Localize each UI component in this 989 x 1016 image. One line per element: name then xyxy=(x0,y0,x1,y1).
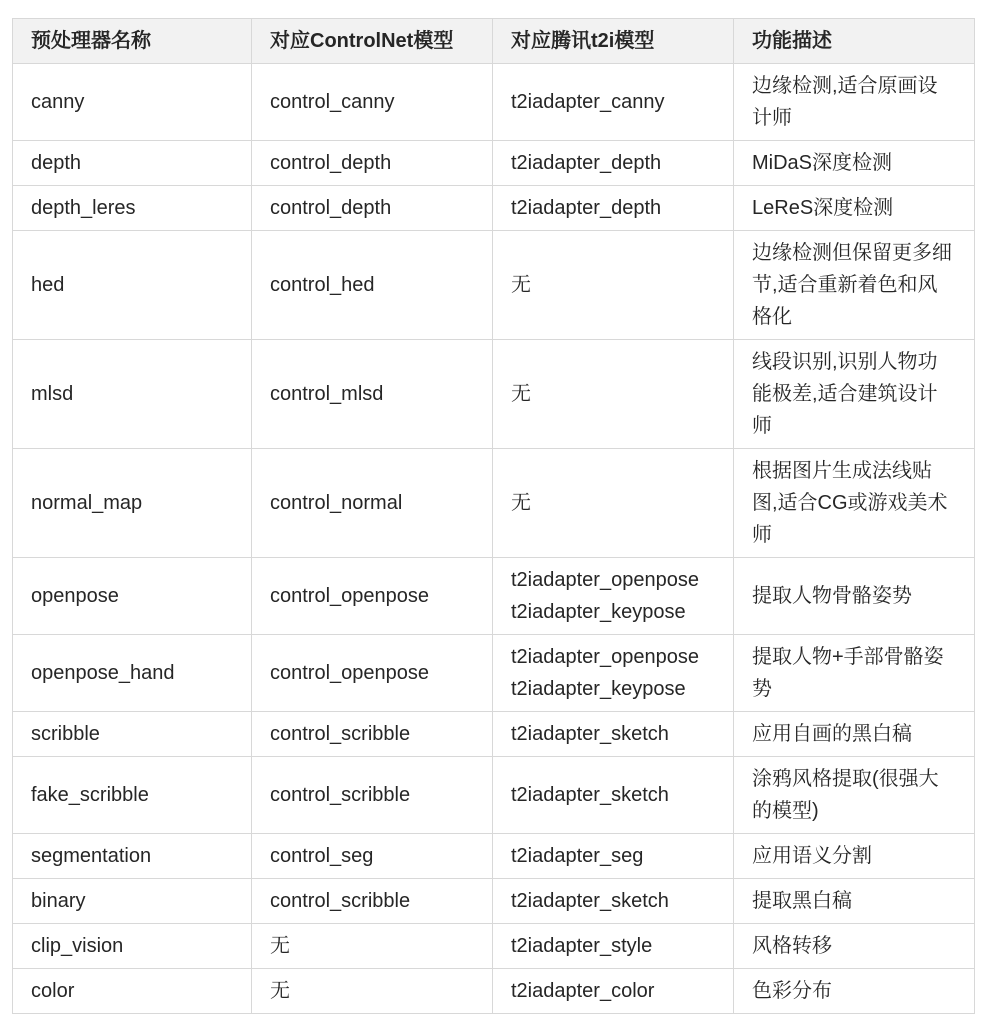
cell-line: t2iadapter_style xyxy=(511,935,653,957)
cell-description: 提取人物骨骼姿势 xyxy=(734,558,975,635)
cell-t2i xyxy=(493,924,734,969)
cell-controlnet: control_mlsd xyxy=(252,340,493,449)
cell-preprocessor: hed xyxy=(13,231,252,340)
cell-t2i xyxy=(493,969,734,1014)
cell-description: 色彩分布 xyxy=(734,969,975,1014)
cell-preprocessor: depth xyxy=(13,141,252,186)
column-header-preprocessor: 预处理器名称 xyxy=(13,19,252,64)
table-row xyxy=(13,757,975,834)
cell-description: 提取人物+手部骨骼姿势 xyxy=(734,635,975,712)
table-row xyxy=(13,231,975,340)
cell-preprocessor: openpose_hand xyxy=(13,635,252,712)
cell-line: t2iadapter_keypose xyxy=(511,601,686,623)
cell-preprocessor: depth_leres xyxy=(13,186,252,231)
cell-description: 边缘检测但保留更多细节,适合重新着色和风格化 xyxy=(734,231,975,340)
table-row xyxy=(13,449,975,558)
cell-controlnet: 无 xyxy=(252,969,493,1014)
cell-preprocessor: segmentation xyxy=(13,834,252,879)
header-row xyxy=(13,19,975,64)
cell-line: t2iadapter_sketch xyxy=(511,890,669,912)
cell-t2i xyxy=(493,64,734,141)
table-row xyxy=(13,924,975,969)
cell-preprocessor: binary xyxy=(13,879,252,924)
table-row xyxy=(13,340,975,449)
cell-preprocessor: openpose xyxy=(13,558,252,635)
cell-t2i xyxy=(493,879,734,924)
cell-t2i xyxy=(493,141,734,186)
cell-t2i xyxy=(493,231,734,340)
cell-controlnet: control_seg xyxy=(252,834,493,879)
cell-line: t2iadapter_canny xyxy=(511,91,665,113)
cell-description: 应用语义分割 xyxy=(734,834,975,879)
cell-controlnet: control_depth xyxy=(252,186,493,231)
cell-preprocessor: mlsd xyxy=(13,340,252,449)
cell-controlnet: control_scribble xyxy=(252,757,493,834)
cell-controlnet: control_canny xyxy=(252,64,493,141)
table-row xyxy=(13,834,975,879)
cell-description: 边缘检测,适合原画设计师 xyxy=(734,64,975,141)
cell-controlnet: control_scribble xyxy=(252,712,493,757)
table-row xyxy=(13,879,975,924)
cell-preprocessor: scribble xyxy=(13,712,252,757)
cell-description: LeReS深度检测 xyxy=(734,186,975,231)
cell-line: t2iadapter_seg xyxy=(511,845,644,867)
cell-t2i xyxy=(493,340,734,449)
table-row xyxy=(13,186,975,231)
cell-line: t2iadapter_sketch xyxy=(511,784,669,806)
table-row xyxy=(13,64,975,141)
cell-preprocessor: fake_scribble xyxy=(13,757,252,834)
cell-t2i xyxy=(493,449,734,558)
controlnet-preprocessor-table xyxy=(12,18,975,1014)
cell-line: 无 xyxy=(511,274,531,296)
cell-controlnet: control_depth xyxy=(252,141,493,186)
cell-description: 风格转移 xyxy=(734,924,975,969)
table-row xyxy=(13,558,975,635)
table-row xyxy=(13,635,975,712)
cell-line: t2iadapter_color xyxy=(511,980,655,1002)
cell-line: 无 xyxy=(511,383,531,405)
table-body xyxy=(13,64,975,1014)
cell-line: t2iadapter_depth xyxy=(511,197,662,219)
cell-description: 根据图片生成法线贴图,适合CG或游戏美术师 xyxy=(734,449,975,558)
cell-t2i xyxy=(493,558,734,635)
cell-preprocessor: normal_map xyxy=(13,449,252,558)
table-row xyxy=(13,141,975,186)
cell-controlnet: control_openpose xyxy=(252,635,493,712)
cell-description: 线段识别,识别人物功能极差,适合建筑设计师 xyxy=(734,340,975,449)
cell-line: t2iadapter_openpose xyxy=(511,569,699,591)
cell-controlnet: control_openpose xyxy=(252,558,493,635)
cell-description: 提取黑白稿 xyxy=(734,879,975,924)
cell-line: t2iadapter_depth xyxy=(511,152,662,174)
cell-line: t2iadapter_openpose xyxy=(511,646,699,668)
cell-line: t2iadapter_keypose xyxy=(511,678,686,700)
cell-t2i xyxy=(493,712,734,757)
cell-description: 涂鸦风格提取(很强大的模型) xyxy=(734,757,975,834)
table-header xyxy=(13,19,975,64)
cell-preprocessor: color xyxy=(13,969,252,1014)
cell-preprocessor: canny xyxy=(13,64,252,141)
cell-controlnet: 无 xyxy=(252,924,493,969)
cell-controlnet: control_scribble xyxy=(252,879,493,924)
cell-line: 无 xyxy=(511,492,531,514)
column-header-controlnet-model: 对应ControlNet模型 xyxy=(252,19,493,64)
cell-description: MiDaS深度检测 xyxy=(734,141,975,186)
cell-t2i xyxy=(493,186,734,231)
cell-preprocessor: clip_vision xyxy=(13,924,252,969)
cell-t2i xyxy=(493,834,734,879)
cell-t2i xyxy=(493,635,734,712)
table-row xyxy=(13,712,975,757)
column-header-description: 功能描述 xyxy=(734,19,975,64)
cell-controlnet: control_hed xyxy=(252,231,493,340)
cell-t2i xyxy=(493,757,734,834)
cell-controlnet: control_normal xyxy=(252,449,493,558)
column-header-tencent-t2i-model: 对应腾讯t2i模型 xyxy=(493,19,734,64)
cell-line: t2iadapter_sketch xyxy=(511,723,669,745)
cell-description: 应用自画的黑白稿 xyxy=(734,712,975,757)
table-row xyxy=(13,969,975,1014)
